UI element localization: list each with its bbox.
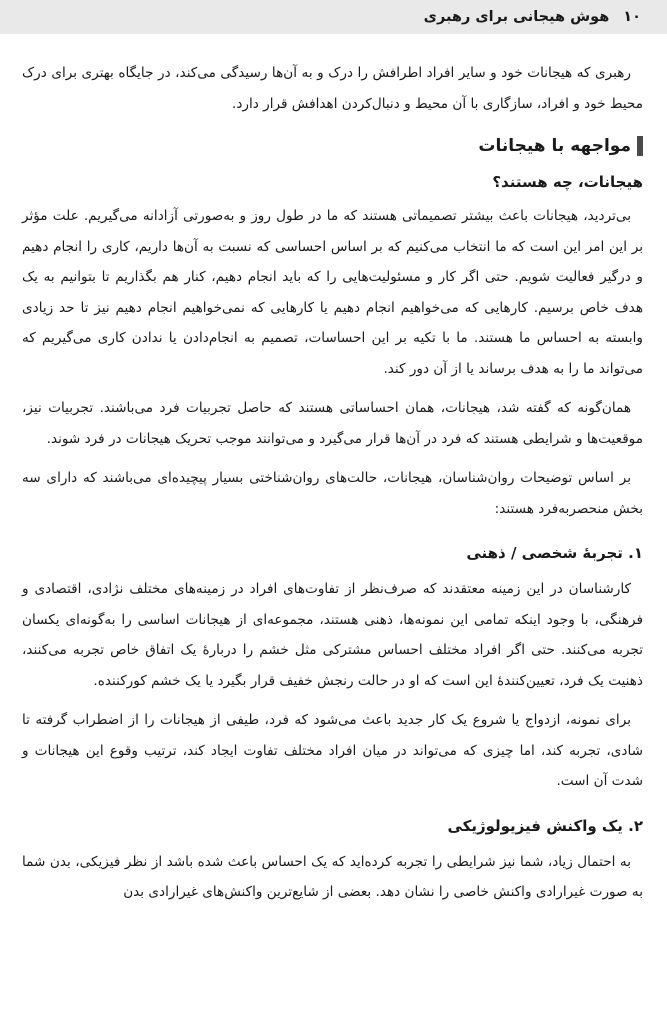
section-subtitle: هیجانات، چه هستند؟ bbox=[492, 173, 643, 191]
intro-paragraph: رهبری که هیجانات خود و سایر افراد اطرافش را درک و به آن‌ها رسیدگی می‌کند، در جایگاه بهتری برای درک محیط خود و افراد، سازگاری با آن محیط و دنبال‌کردن اهدافش قرار دارد. bbox=[22, 65, 643, 112]
body-paragraph: همان‌گونه که گفته شد، هیجانات، همان احساساتی هستند که حاصل تجربیات فرد می‌باشند. تجربیات نیز، موقعیت‌ها و شرایطی هستند که فرد در آن‌ها قرار می‌گیرد و می‌توانند موجب تحریک هیجانات در فرد شوند. bbox=[22, 400, 643, 447]
part2-heading: ۲. یک واکنش فیزیولوژیکی bbox=[447, 816, 643, 835]
heading-bar-marker bbox=[637, 136, 643, 156]
part1-heading: ۱. تجربهٔ شخصی / ذهنی bbox=[466, 544, 643, 562]
body-paragraph: کارشناسان در این زمینه معتقدند که صرف‌نظر از تفاوت‌های افراد در زمینه‌های مختلف نژادی، اقتصادی و فرهنگی، با وجود اینکه تمامی این نمونه‌ها، ذهنی هستند، مجموعه‌ای از هیجانات اساسی را به‌گونه‌ای یکسان تجربه می‌کنند. حتی اگر افراد مختلف احساس مشترکی مثل خشم را دربارهٔ یک اتفاق خاص تجربه می‌کنند، ذهنیت یک فرد، تعیین‌کنندهٔ این است که او در حالت رنجش خفیف قرار بگیرد یا یک خشم کورکننده. bbox=[22, 581, 643, 689]
body-paragraph: به احتمال زیاد، شما نیز شرایطی را تجربه کرده‌اید که یک احساس باعث شده باشد از نظر فیزیکی، بدن شما به صورت غیرارادی واکنش خاصی را نشان دهد. بعضی از شایع‌ترین واکنش‌های غیرارادی بدن bbox=[22, 853, 643, 900]
section-heading bbox=[22, 129, 643, 163]
body-paragraph: بی‌تردید، هیجانات باعث بیشتر تصمیماتی هستند که ما در طول روز و به‌صورتی آزادانه می‌گیریم. علت مؤثر بر این امر این است که ما انتخاب می‌کنیم که بر اساس احساسی که نسبت به آن‌ها داریم، کاری را انجام دهیم و درگیر فعالیت شویم. حتی اگر کار و مسئولیت‌هایی را که باید انجام دهیم، کنار هم بگذاریم تا بتوانیم به یک هدف خاص برسیم. کارهایی که می‌خواهیم انجام دهیم یا کارهایی که نمی‌خواهیم انجام دهیم نیز تا حد زیادی وابسته به احساس ما هستند. ما با تکیه بر این احساسات، تصمیم به انجام‌دادن یا ندادن کاری می‌گیریم که می‌تواند ما را به هدف برساند یا از آن دور کند. bbox=[22, 208, 643, 377]
section-title: مواجهه با هیجانات bbox=[478, 136, 631, 156]
page-body bbox=[22, 58, 643, 917]
running-title: هوش هیجانی برای رهبری bbox=[423, 9, 610, 25]
running-header bbox=[0, 0, 667, 34]
body-paragraph: بر اساس توضیحات روان‌شناسان، هیجانات، حالت‌های روان‌شناختی بسیار پیچیده‌ای می‌باشند که دارای سه بخش منحصربه‌فرد هستند: bbox=[22, 470, 643, 517]
page-number: ۱۰ bbox=[623, 9, 641, 25]
body-paragraph: برای نمونه، ازدواج یا شروع یک کار جدید باعث می‌شود که فرد، طیفی از هیجانات را از اضطراب گرفته تا شادی، تجربه کند، اما چیزی که می‌تواند در میان افراد مختلف تفاوت ایجاد کند، ترتیب وقوع این هیجانات و شدت آن است. bbox=[22, 712, 643, 789]
